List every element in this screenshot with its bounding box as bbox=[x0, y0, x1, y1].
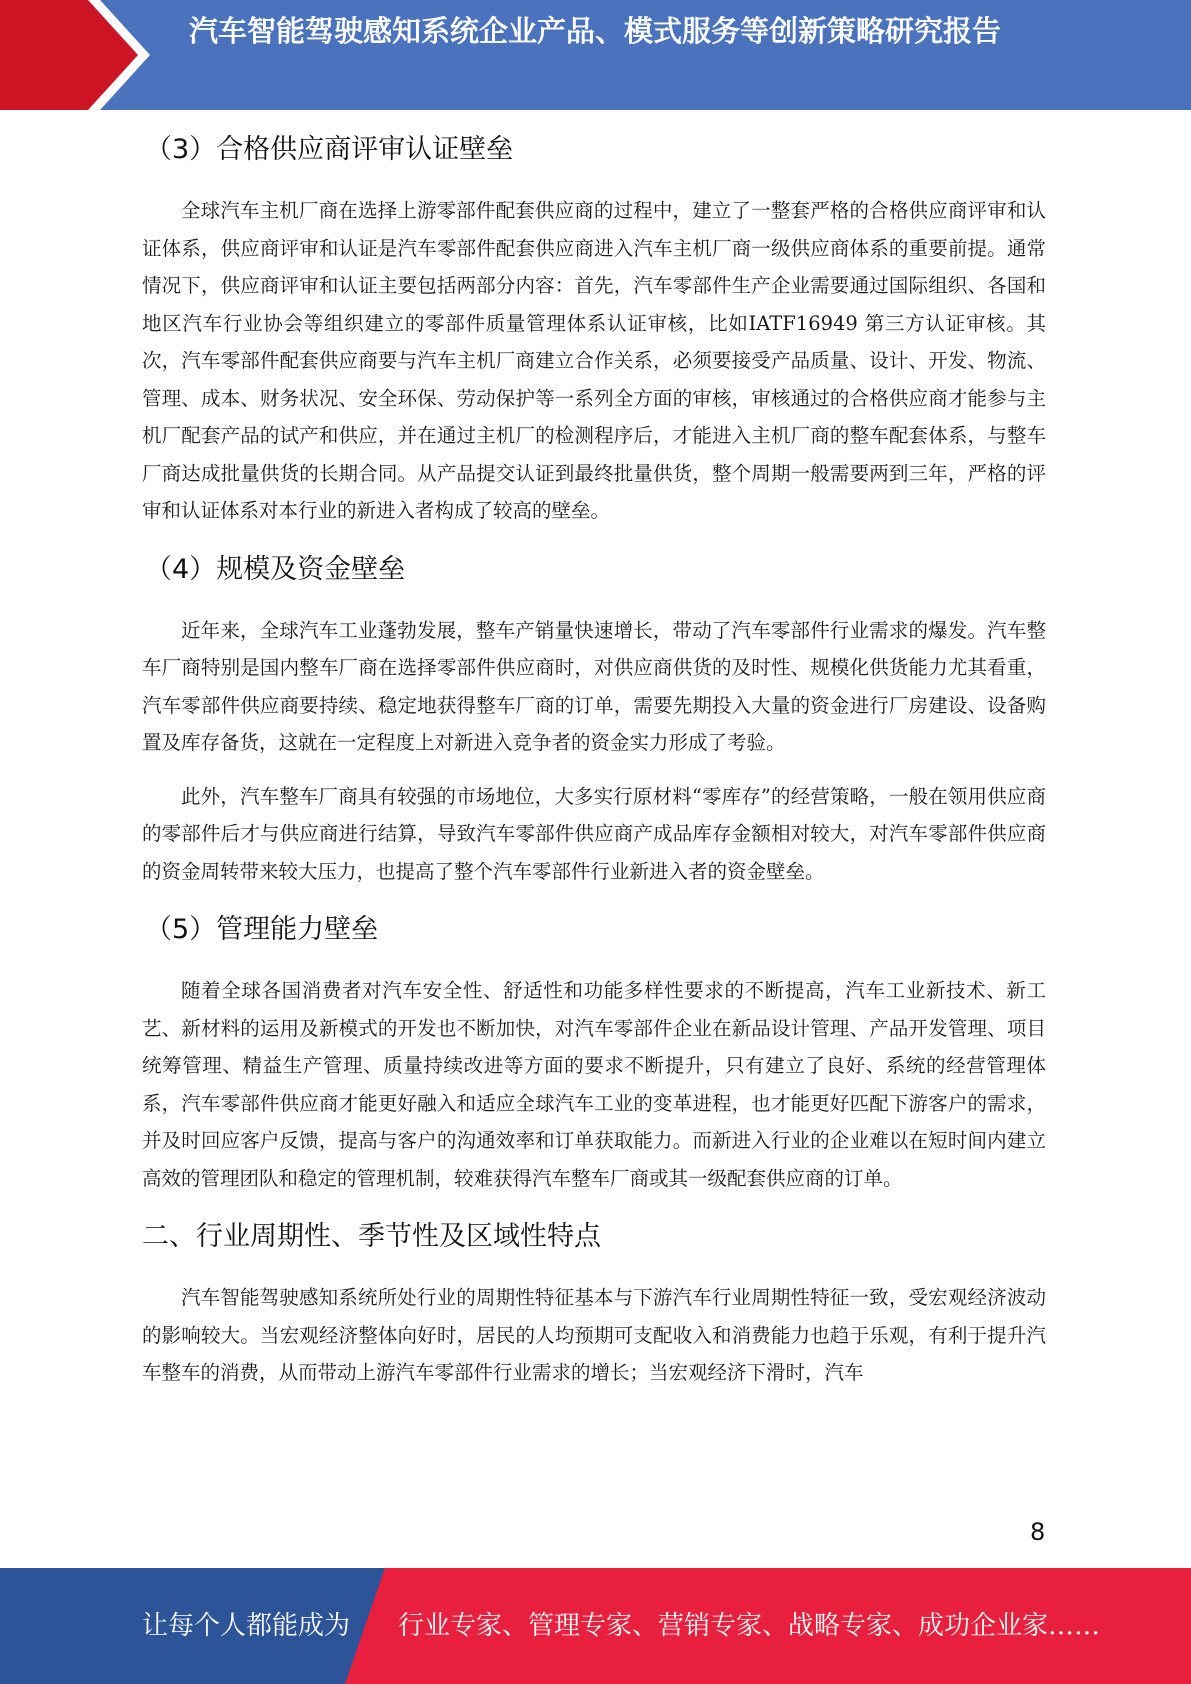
page-footer bbox=[0, 1568, 1191, 1684]
page-header bbox=[0, 0, 1191, 110]
section-heading-5: （5）管理能力壁垒 bbox=[145, 914, 379, 945]
paragraph: 近年来，全球汽车工业蓬勃发展，整车产销量快速增长，带动了汽车零部件行业需求的爆发。汽车整车厂商特别是国内整车厂商在选择零部件供应商时，对供应商供货的及时性、规模化供货能力尤其看重，汽车零部件供应商要持续、稳定地获得整车厂商的订单，需要先期投入大量的资金进行厂房建设、设备购置及库存备货，这就在一定程度上对新进入竞争者的资金实力形成了考验。 bbox=[142, 618, 1046, 754]
report-title: 汽车智能驾驶感知系统企业产品、模式服务等创新策略研究报告 bbox=[188, 14, 1001, 48]
section-heading-4: （4）规模及资金壁垒 bbox=[145, 553, 406, 585]
footer-slogan: 让每个人都能成为 bbox=[142, 1611, 351, 1641]
paragraph: 随着全球各国消费者对汽车安全性、舒适性和功能多样性要求的不断提高，汽车工业新技术、新工艺、新材料的运用及新模式的开发也不断加快，对汽车零部件企业在新品设计管理、产品开发管理、项目统筹管理、精益生产管理、质量持续改进等方面的要求不断提升，只有建立了良好、系统的经营管理体系，汽车零部件供应商才能更好融入和适应全球汽车工业的变革进程，也才能更好匹配下游客户的需求，并及时回应客户反馈，提高与客户的沟通效率和订单获取能力。而新进入行业的企业难以在短时间内建立高效的管理团队和稳定的管理机制，较难获得汽车整车厂商或其一级配套供应商的订单。 bbox=[142, 979, 1046, 1190]
page-number: 8 bbox=[1030, 1518, 1046, 1546]
paragraph: 此外，汽车整车厂商具有较强的市场地位，大多实行原材料“零库存”的经营策略，一般在领用供应商的零部件后才与供应商进行结算，导致汽车零部件供应商产成品库存金额相对较大，对汽车零部件供应商的资金周转带来较大压力，也提高了整个汽车零部件行业新进入者的资金壁垒。 bbox=[142, 784, 1046, 883]
footer-expert-list: 行业专家、管理专家、营销专家、战略专家、成功企业家…… bbox=[398, 1611, 1101, 1641]
header-arrow-decoration bbox=[0, 0, 160, 110]
chapter-heading: 二、行业周期性、季节性及区域性特点 bbox=[142, 1221, 601, 1252]
paragraph: 全球汽车主机厂商在选择上游零部件配套供应商的过程中，建立了一整套严格的合格供应商评审和认证体系，供应商评审和认证是汽车零部件配套供应商进入汽车主机厂商一级供应商体系的重要前提。通常情况下，供应商评审和认证主要包括两部分内容：首先，汽车零部件生产企业需要通过国际组织、各国和地区汽车行业协会等组织建立的零部件质量管理体系认证审核，比如IATF16949 第三方认证审核。其次，汽车零部件配套供应商要与汽车主机厂商建立合作关系，必须要接受产品质量、设计、开发、物流、管理、成本、财务状况、安全环保、劳动保护等一系列全方面的审核，审核通过的合格供应商才能参与主机厂配套产品的试产和供应，并在通过主机厂的检测程序后，才能进入主机厂商的整车配套体系，与整车厂商达成批量供货的长期合同。从产品提交认证到最终批量供货，整个周期一般需要两到三年，严格的评审和认证体系对本行业的新进入者构成了较高的壁垒。 bbox=[142, 199, 1046, 522]
section-heading-3: （3）合格供应商评审认证壁垒 bbox=[145, 134, 514, 165]
paragraph: 汽车智能驾驶感知系统所处行业的周期性特征基本与下游汽车行业周期性特征一致，受宏观经济波动的影响较大。当宏观经济整体向好时，居民的人均预期可支配收入和消费能力也趋于乐观，有利于提升汽车整车的消费，从而带动上游汽车零部件行业需求的增长；当宏观经济下滑时，汽车 bbox=[142, 1286, 1046, 1384]
document-body bbox=[142, 110, 1046, 1392]
